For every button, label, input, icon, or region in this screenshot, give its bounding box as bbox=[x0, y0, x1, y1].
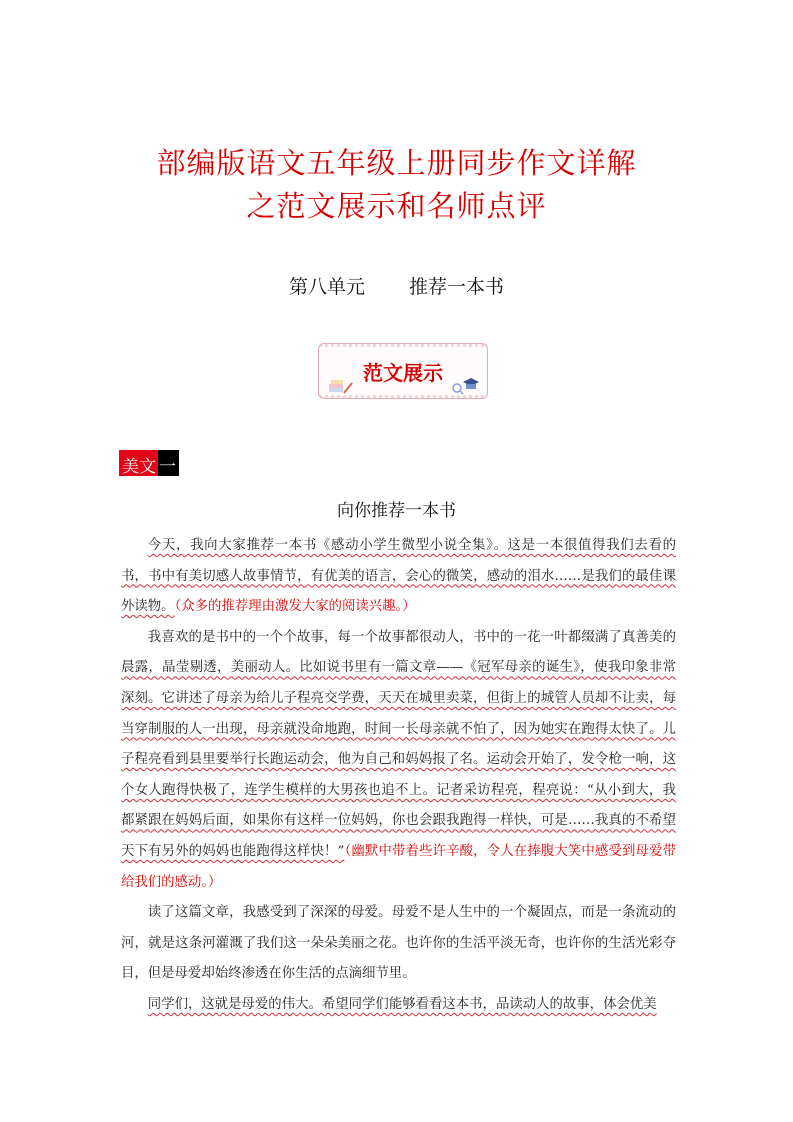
underlined-text: 同学们，这就是母爱的伟大。希望同学们能够看看这本书，品读动人的故事，体会优美 bbox=[147, 996, 657, 1012]
essay-title: 向你推荐一本书 bbox=[337, 501, 456, 521]
teacher-comment: （幽默中带着些许辛酸，令人在捧腹大笑中感受到母爱带给我们的感动。） bbox=[121, 843, 676, 890]
essay-body bbox=[121, 531, 676, 1021]
page-title-line-1: 部编版语文五年级上册同步作文详解 bbox=[156, 146, 637, 180]
paragraph-4 bbox=[121, 990, 676, 1021]
badge-number: 一 bbox=[158, 450, 179, 476]
books-pencil-icon bbox=[327, 374, 353, 396]
paragraph-3: 读了这篇文章，我感受到了深深的母爱。母爱不是人生中的一个凝固点，而是一条流动的河，就是这条河灌溉了我们这一朵朵美丽之花。也许你的生活平淡无奇，也许你的生活光彩夺目，但是母爱却始终渗透在你生活的点滴细节里。 bbox=[121, 905, 676, 982]
graduation-cap-icon bbox=[451, 374, 479, 396]
badge-label: 美文 bbox=[119, 450, 158, 476]
unit-topic: 推荐一本书 bbox=[409, 276, 505, 298]
teacher-comment: （众多的推荐理由激发大家的阅读兴趣。） bbox=[174, 599, 416, 615]
page-title bbox=[0, 142, 793, 228]
page-title-line-2: 之范文展示和名师点评 bbox=[246, 189, 547, 223]
underlined-text: 晨露，晶莹剔透，美丽动人。比如说书里有一篇文章——《冠军母亲的诞生》，使我印象非常深刻。它讲述了母亲为给儿子程亮交学费，天天在城里卖菜，但街上的城管人员却不让卖，每当穿制服的人一出现，母亲就没命地跑，时间一长母亲就不怕了，因为她实在跑得太快了。儿子程亮看到县里要举行长跑运动会，他为自己和妈妈报了名。运动会开始了，发令枪一响，这个女人跑得快极了，连学生模样的大男孩也追不上。记者采访程亮，程亮说：“从小到大，我都紧跟在妈妈后面，如果你有这样一位妈妈，你也会跟我跑得一样快，可是……我真的不希望天下有另外的妈妈也能跑得这样快！” bbox=[121, 660, 676, 859]
unit-heading bbox=[0, 272, 793, 299]
paragraph-text: 我喜欢的是书中的一个个故事，每一个故事都很动人，书中的一花一叶都缀满了真善美的 bbox=[147, 629, 676, 645]
essay-badge bbox=[119, 450, 179, 476]
section-banner bbox=[318, 343, 488, 399]
underlined-text: 今天，我向大家推荐一本书《感动小学生微型小说全集》。这是一本很值得我们去看的书，书中有美切感人故事情节，有优美的语言，会心的微笑，感动的泪水……是我们的最佳课外读物。 bbox=[121, 538, 676, 615]
banner-label: 范文展示 bbox=[363, 361, 443, 385]
paragraph-1 bbox=[121, 531, 676, 623]
unit-label: 第八单元 bbox=[288, 276, 365, 298]
paragraph-2 bbox=[121, 623, 676, 898]
